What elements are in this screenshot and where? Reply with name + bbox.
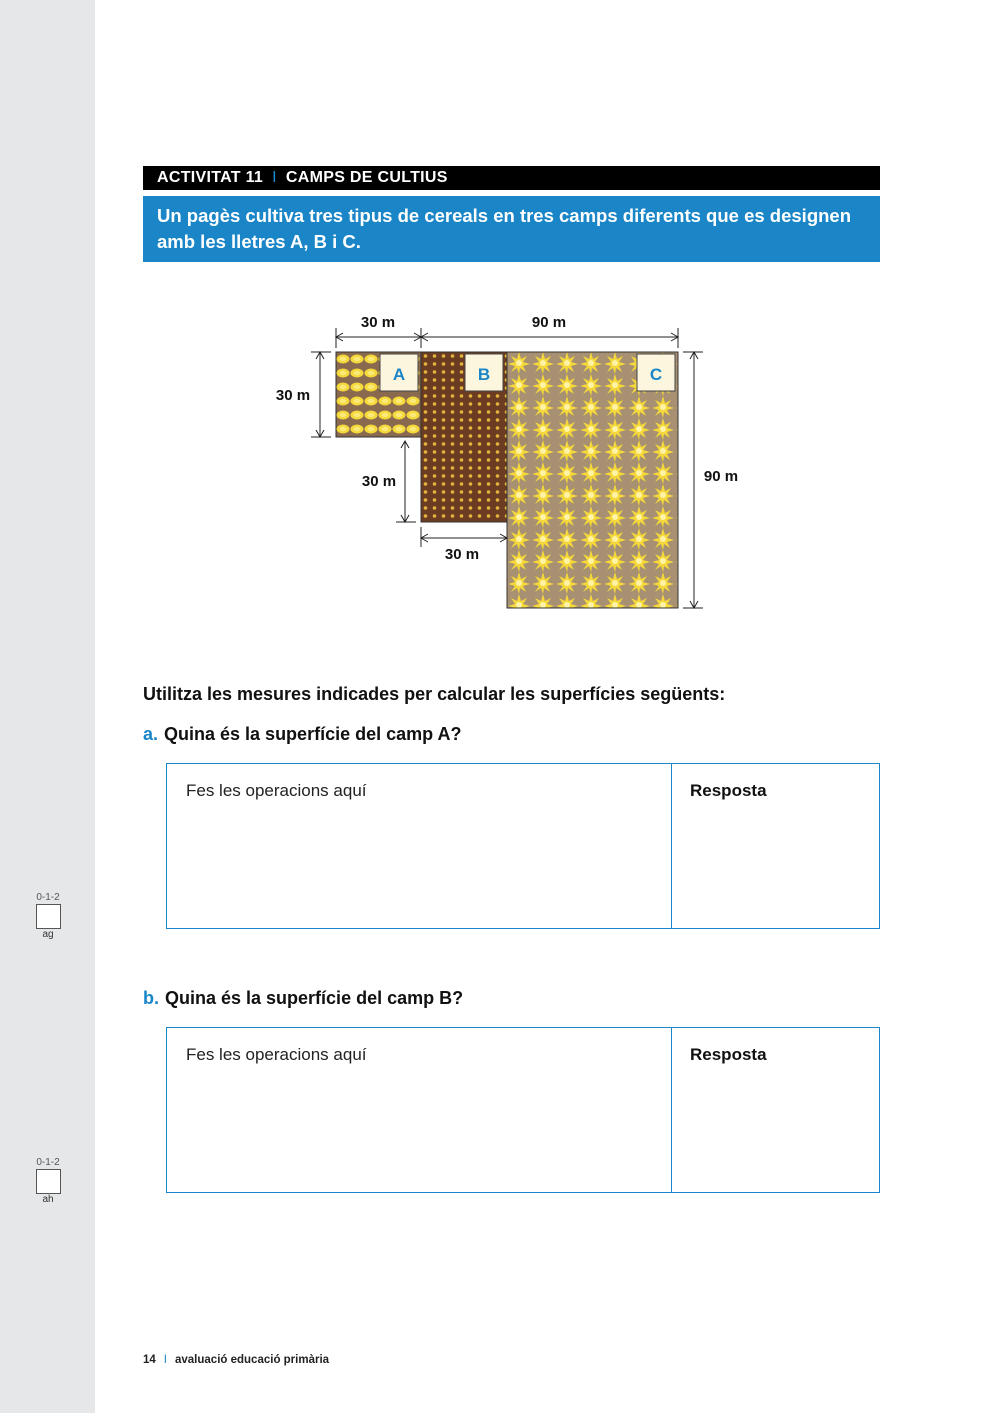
answer-divider (671, 764, 672, 928)
answer-box-a[interactable] (166, 763, 880, 929)
score-box-a (35, 892, 61, 941)
fields-diagram (0, 0, 1000, 640)
dim-left: 30 m (275, 387, 311, 404)
question-letter: b. (143, 988, 159, 1008)
answer-label: Resposta (690, 1045, 767, 1064)
score-checkbox[interactable] (36, 1169, 61, 1194)
dim-top-right: 90 m (531, 314, 567, 331)
field-b-label: B (477, 365, 491, 384)
title-separator: I (272, 169, 277, 186)
activity-number: ACTIVITAT 11 (157, 169, 264, 186)
score-code: ag (42, 929, 54, 940)
score-scale: 0-1-2 (36, 1157, 60, 1168)
answer-label: Resposta (690, 781, 767, 800)
question-a (143, 724, 461, 745)
footer-text: avaluació educació primària (175, 1354, 330, 1366)
question-text: Quina és la superfície del camp A? (164, 724, 462, 744)
page-footer (143, 1354, 329, 1366)
intro-text: Un pagès cultiva tres tipus de cereals en tres camps diferents que es designen amb les lletres A, B i C. (143, 196, 880, 262)
dim-top-left: 30 m (360, 314, 396, 331)
instructions: Utilitza les mesures indicades per calcular les superfícies següents: (143, 684, 726, 704)
footer-separator: I (163, 1354, 167, 1366)
dim-middle-horizontal: 30 m (444, 546, 480, 563)
question-b (143, 988, 463, 1009)
score-checkbox[interactable] (36, 904, 61, 929)
answer-divider (671, 1028, 672, 1192)
dim-right: 90 m (703, 468, 739, 485)
field-c-label: C (649, 365, 663, 384)
score-code: ah (42, 1194, 54, 1205)
field-a-label: A (392, 365, 406, 384)
page-number: 14 (143, 1354, 156, 1366)
question-text: Quina és la superfície del camp B? (165, 988, 464, 1008)
question-letter: a. (143, 724, 159, 744)
score-box-b (35, 1157, 61, 1206)
operations-label: Fes les operacions aquí (186, 781, 367, 800)
activity-title: CAMPS DE CULTIUS (285, 169, 448, 186)
score-scale: 0-1-2 (36, 892, 60, 903)
operations-label: Fes les operacions aquí (186, 1045, 367, 1064)
answer-box-b[interactable] (166, 1027, 880, 1193)
dim-middle-vertical: 30 m (361, 473, 397, 490)
